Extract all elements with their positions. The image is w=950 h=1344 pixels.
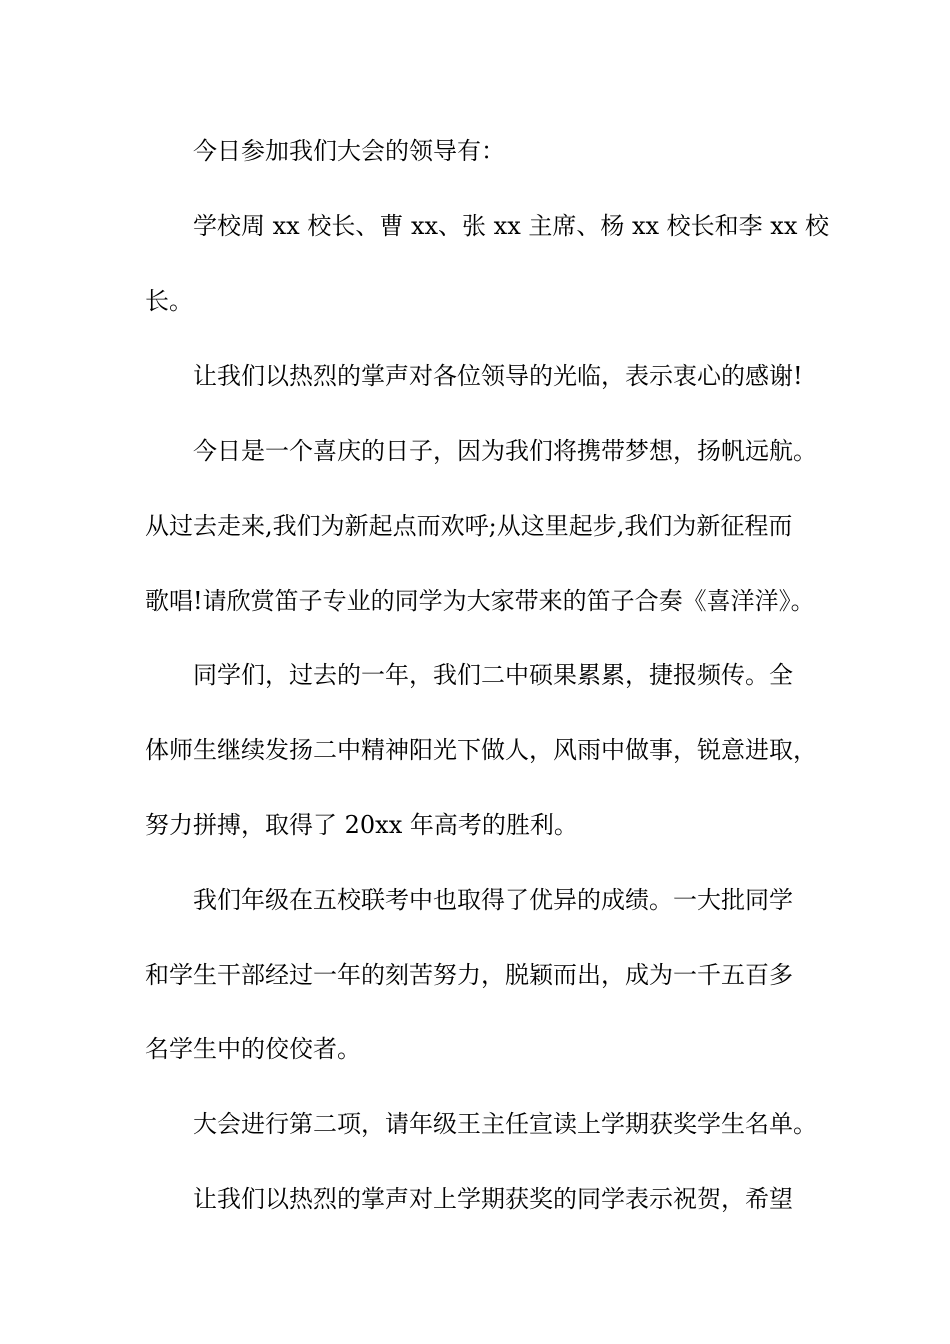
text-line: 让我们以热烈的掌声对各位领导的光临，表示衷心的感谢! (193, 362, 803, 390)
text-line: 学校周 xx 校长、曹 xx、张 xx 主席、杨 xx 校长和李 xx 校 (193, 212, 830, 240)
text-line: 今日参加我们大会的领导有： (193, 137, 505, 165)
text-line: 歌唱!请欣赏笛子专业的同学为大家带来的笛子合奏《喜洋洋》。 (145, 587, 815, 615)
text-line: 今日是一个喜庆的日子，因为我们将携带梦想，扬帆远航。 (193, 437, 817, 465)
text-line: 从过去走来,我们为新起点而欢呼;从这里起步,我们为新征程而 (145, 512, 793, 540)
text-line: 同学们，过去的一年，我们二中硕果累累，捷报频传。全 (193, 661, 793, 689)
text-line: 大会进行第二项，请年级王主任宣读上学期获奖学生名单。 (193, 1110, 817, 1138)
text-line: 长。 (145, 287, 193, 315)
text-line: 努力拼搏，取得了 20xx 年高考的胜利。 (145, 811, 578, 839)
text-line: 和学生干部经过一年的刻苦努力，脱颖而出，成为一千五百多 (145, 961, 793, 989)
text-line: 名学生中的佼佼者。 (145, 1035, 361, 1063)
text-line: 体师生继续发扬二中精神阳光下做人，风雨中做事，锐意进取， (145, 736, 817, 764)
text-line: 让我们以热烈的掌声对上学期获奖的同学表示祝贺，希望 (193, 1185, 793, 1213)
text-line: 我们年级在五校联考中也取得了优异的成绩。一大批同学 (193, 886, 793, 914)
